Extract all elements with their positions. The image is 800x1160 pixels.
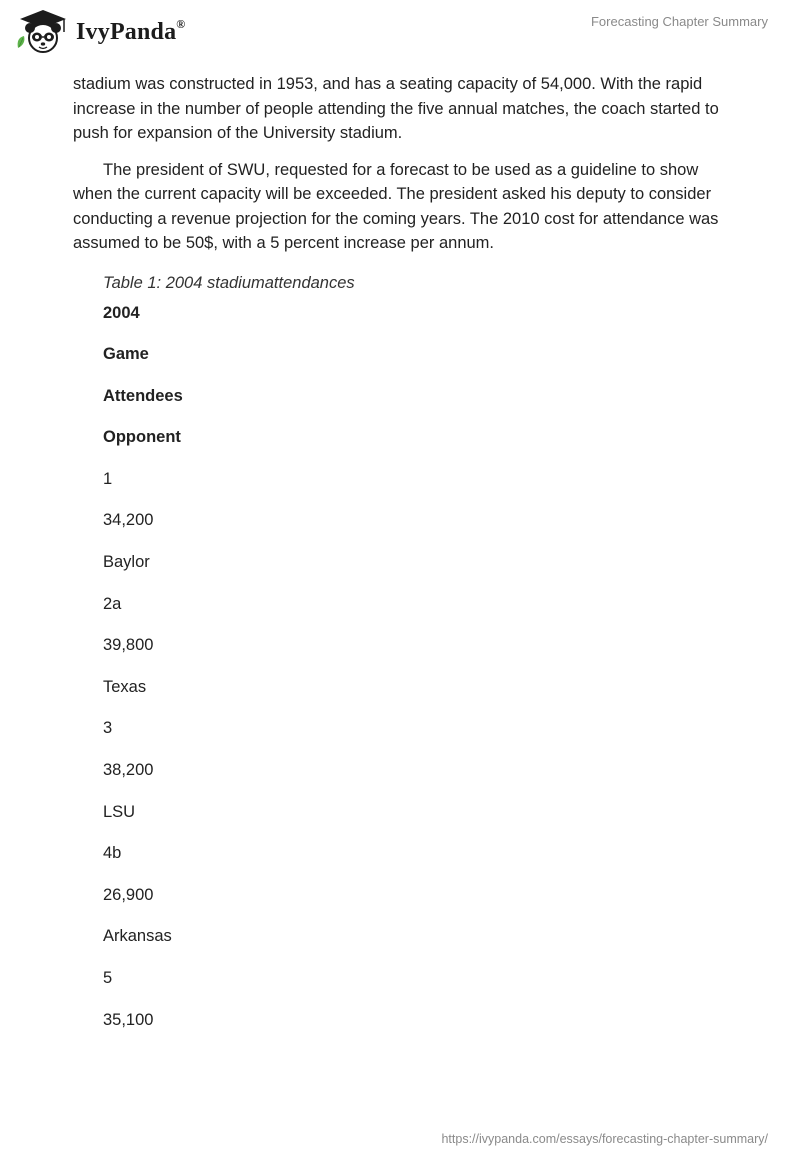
table-cell: 5 — [103, 969, 113, 987]
table-cell: Baylor — [103, 553, 150, 572]
table-cell: 34,200 — [103, 511, 154, 530]
table-caption: Table 1: 2004 stadiumattendances — [103, 273, 355, 292]
document-body — [73, 72, 733, 1041]
table-cell: Arkansas — [103, 927, 172, 946]
table-cell: 39,800 — [103, 636, 154, 655]
table-header-cell: Opponent — [103, 428, 181, 447]
source-url-link[interactable]: https://ivypanda.com/essays/forecasting-chapter-summary/ — [441, 1132, 768, 1146]
table-cell: 38,200 — [103, 761, 154, 780]
table-header-cell: Attendees — [103, 386, 183, 405]
brand-name: IvyPanda® — [76, 16, 186, 45]
table-cell: 4b — [103, 844, 122, 863]
running-title: Forecasting Chapter Summary — [590, 14, 768, 29]
ivypanda-logo[interactable] — [14, 8, 185, 56]
page-header — [0, 0, 800, 70]
panda-graduate-icon — [14, 8, 72, 56]
table-cell: 3 — [103, 719, 113, 738]
table-cell: 2a — [103, 594, 122, 613]
paragraph-1: stadium was constructed in 1953, and has a seating capacity of 54,000. With the rapid increase in the number of people attending the five annual matches, the coach started to push for expansion of the University stadium. — [73, 75, 719, 142]
table-header-cell: 2004 — [103, 303, 140, 322]
table-cell: 1 — [103, 469, 113, 488]
table-cell: Texas — [103, 677, 147, 696]
paragraph-2: The president of SWU, requested for a forecast to be used as a guideline to show when the current capacity will be exceeded. The president asked his deputy to consider conducting a revenue projection for the coming years. The 2010 cost for attendance was assumed to be 50$, with a 5 percent increase per annum. — [73, 160, 719, 252]
table-cell: 26,900 — [103, 885, 154, 904]
table-cells — [103, 293, 733, 1042]
table-cell: LSU — [103, 802, 136, 821]
table-header-cell: Game — [103, 345, 149, 364]
table-cell: 35,100 — [103, 1010, 154, 1029]
